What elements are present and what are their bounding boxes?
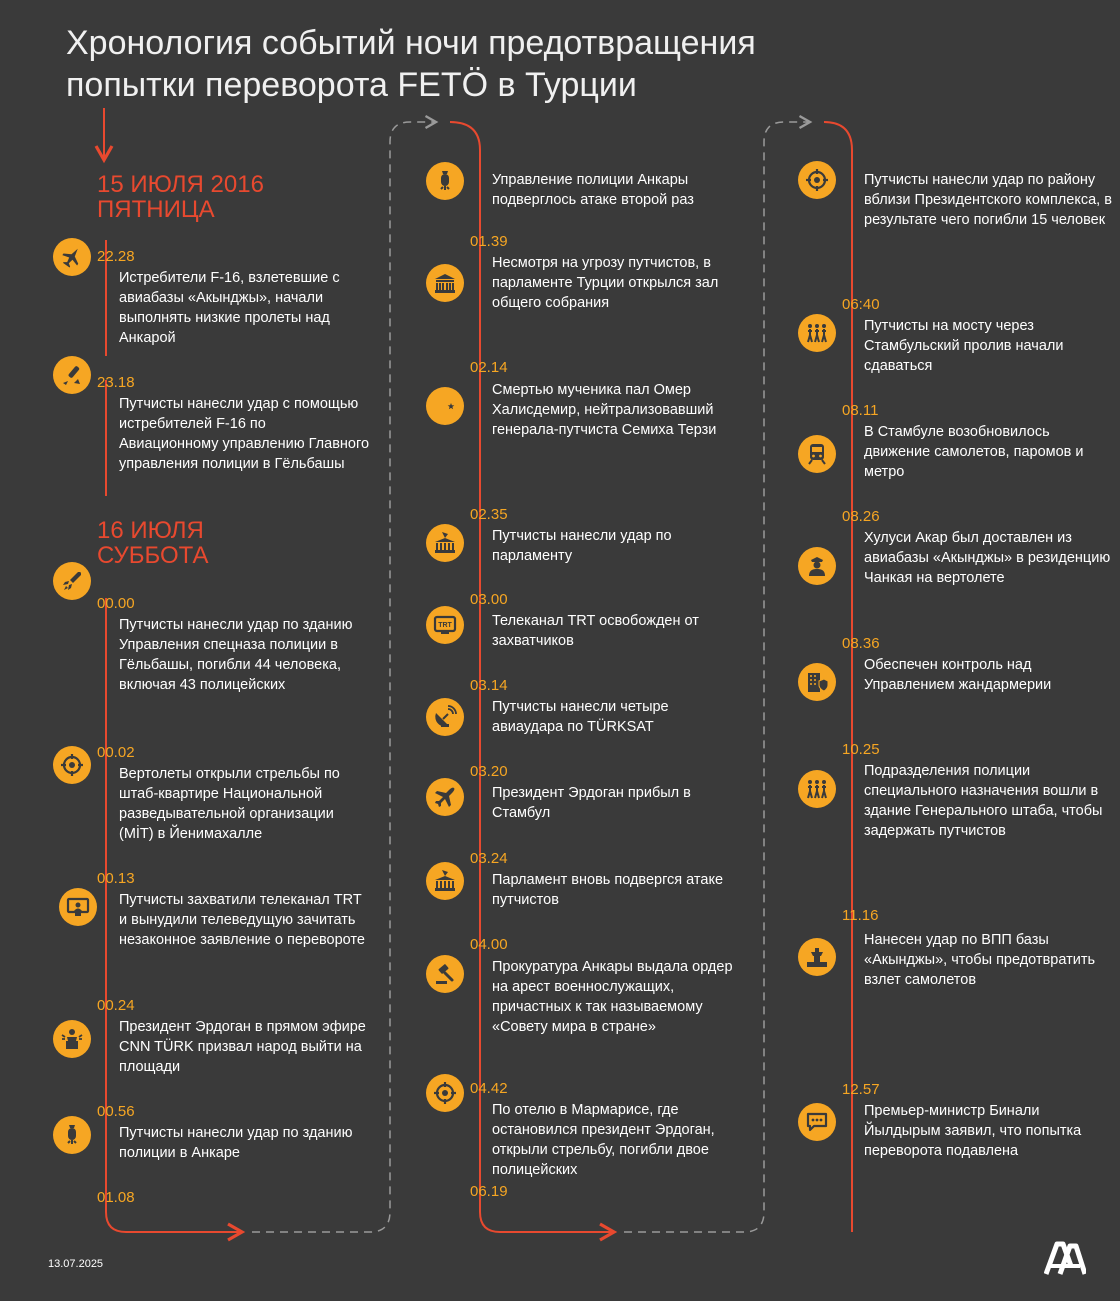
- event-text: По отелю в Мармарисе, где остановился президент Эрдоган, открыли стрельбу, погибли двое полицейских: [492, 1102, 715, 1178]
- officer-icon: [798, 547, 836, 585]
- event-time: 03.20: [470, 763, 508, 780]
- event-time: 01.08: [97, 1189, 135, 1206]
- event-text: Премьер-министр Бинали Йылдырым заявил, что попытка переворота подавлена: [864, 1103, 1082, 1159]
- weekday-line: СУББОТА: [97, 542, 209, 569]
- event-time: 00.56: [97, 1103, 135, 1120]
- crosshair-icon: [798, 161, 836, 199]
- event-time: 22.28: [97, 248, 135, 265]
- event-text: Хулуси Акар был доставлен из авиабазы «Акынджы» в резиденцию Чанкая на вертолете: [864, 530, 1111, 586]
- event-text: Путчисты нанесли удар по парламенту: [492, 528, 672, 564]
- event-time: 11.16: [842, 907, 879, 924]
- event-time: 01.39: [470, 233, 508, 250]
- airport-tower-icon: [798, 938, 836, 976]
- date-line: 16 ИЮЛЯ: [97, 517, 204, 544]
- event-time: 12.57: [842, 1081, 880, 1098]
- crosshair-icon: [426, 1074, 464, 1112]
- aa-logo: [1044, 1240, 1086, 1276]
- rocket-icon: [53, 562, 91, 600]
- bomb-icon: [53, 1116, 91, 1154]
- event-text: Путчисты нанесли удар по району вблизи Президентского комплекса, в результате чего погибли 15 человек: [864, 172, 1112, 228]
- event-text: В Стамбуле возобновилось движение самолетов, паромов и метро: [864, 424, 1084, 480]
- event-time: 03.24: [470, 850, 508, 867]
- parliament-icon: [426, 264, 464, 302]
- jet-icon: [53, 238, 91, 276]
- event-text: Управление полиции Анкары подверглось атаке второй раз: [492, 172, 694, 208]
- event-time: 08.26: [842, 508, 880, 525]
- event-text: Вертолеты открыли стрельбы по штаб-квартире Национальной разведывательной организации (MİT) в Йенимахалле: [119, 766, 340, 842]
- event-time: 03.14: [470, 677, 508, 694]
- event-time: 08.36: [842, 635, 880, 652]
- page-title: [66, 22, 966, 106]
- event-text: Путчисты на мосту через Стамбульский пролив начали сдаваться: [864, 318, 1064, 374]
- title-line-1: Хронология событий ночи предотвращения: [66, 24, 756, 62]
- date-heading-july-15: [97, 172, 264, 222]
- event-text: Путчисты нанесли удар по зданию Управления спецназа полиции в Гёльбашы, погибли 44 человека, включая 43 полицейских: [119, 617, 353, 693]
- speech-bubble-icon: [798, 1103, 836, 1141]
- event-time: 06:40: [842, 296, 880, 313]
- event-time: 04.42: [470, 1080, 508, 1097]
- event-text: Путчисты нанесли удар с помощью истребителей F-16 по Авиационному управлению Главного управления полиции в Гёльбашы: [119, 396, 370, 472]
- monitor-icon: [59, 888, 97, 926]
- missile-strike-icon: [53, 356, 91, 394]
- event-time: 00.02: [97, 744, 135, 761]
- event-text: Смертью мученика пал Омер Халисдемир, нейтрализовавший генерала-путчиста Семиха Терзи: [492, 382, 717, 438]
- weekday-line: ПЯТНИЦА: [97, 196, 215, 223]
- event-time: 23.18: [97, 374, 135, 391]
- event-text: Путчисты захватили телеканал TRT и вынудили телеведущую зачитать незаконное заявление о перевороте: [119, 892, 365, 948]
- event-time: 08.11: [842, 402, 879, 419]
- event-text: Подразделения полиции специального назначения вошли в здание Генерального штаба, чтобы задержать путчистов: [864, 763, 1103, 839]
- event-time: 04.00: [470, 936, 508, 953]
- date-heading-july-16: [97, 518, 209, 568]
- event-time: 06.19: [470, 1183, 508, 1200]
- event-time: 02.14: [470, 359, 508, 376]
- event-time: 10.25: [842, 741, 880, 758]
- soldiers-icon: [798, 314, 836, 352]
- parliament-strike-icon: [426, 862, 464, 900]
- event-text: Нанесен удар по ВПП базы «Акынджы», чтобы предотвратить взлет самолетов: [864, 932, 1096, 988]
- event-text: Президент Эрдоган в прямом эфире CNN TÜRK призвал народ выйти на площади: [119, 1019, 366, 1075]
- svg-text:TRT: TRT: [438, 622, 452, 629]
- footer-date: 13.07.2025: [48, 1258, 104, 1270]
- event-text: Обеспечен контроль над Управлением жандармерии: [864, 657, 1052, 693]
- event-time: 03.00: [470, 591, 508, 608]
- trt-tv-icon: [426, 606, 464, 644]
- bomb-icon: [426, 162, 464, 200]
- event-time: 00.00: [97, 595, 135, 612]
- satellite-dish-icon: [426, 698, 464, 736]
- title-line-2: попытки переворота FETÖ в Турции: [66, 66, 637, 104]
- event-time: 00.13: [97, 870, 135, 887]
- crosshair-icon: [53, 746, 91, 784]
- event-text: Истребители F-16, взлетевшие с авиабазы «Акынджы», начали выполнять низкие пролеты над Анкарой: [119, 270, 340, 346]
- plane-icon: [426, 778, 464, 816]
- speaker-icon: [53, 1020, 91, 1058]
- event-text: Президент Эрдоган прибыл в Стамбул: [492, 785, 691, 821]
- event-text: Путчисты нанесли четыре авиаудара по TÜRKSAT: [492, 699, 669, 735]
- gavel-icon: [426, 955, 464, 993]
- event-time: 00.24: [97, 997, 135, 1014]
- secured-building-icon: [798, 663, 836, 701]
- parliament-strike-icon: [426, 524, 464, 562]
- event-text: Путчисты нанесли удар по зданию полиции в Анкаре: [119, 1125, 353, 1161]
- event-time: 02.35: [470, 506, 508, 523]
- event-text: Телеканал TRT освобожден от захватчиков: [492, 613, 699, 649]
- event-text: Несмотря на угрозу путчистов, в парламенте Турции открылся зал общего собрания: [492, 255, 719, 311]
- train-icon: [798, 435, 836, 473]
- crescent-star-icon: [426, 387, 464, 425]
- date-line: 15 ИЮЛЯ 2016: [97, 171, 264, 198]
- soldiers-icon: [798, 770, 836, 808]
- event-text: Парламент вновь подвергся атаке путчистов: [492, 872, 724, 908]
- event-text: Прокуратура Анкары выдала ордер на арест военнослужащих, причастных к так называемому «Совету мира в стране»: [492, 959, 733, 1035]
